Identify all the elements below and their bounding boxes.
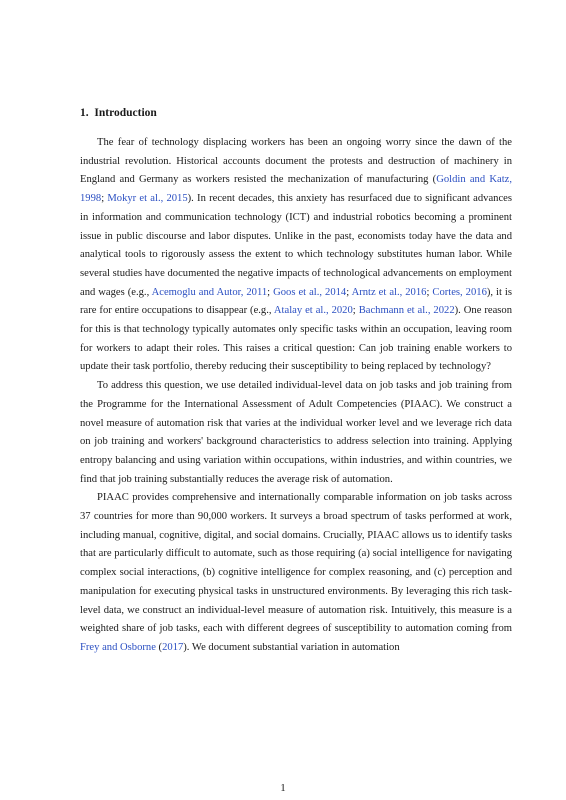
citation-link[interactable]: Goos et al., 2014 — [273, 286, 347, 298]
paragraph-text: ; — [352, 305, 359, 317]
paragraph — [80, 377, 512, 489]
paragraph-text: ; — [101, 193, 108, 205]
section-number: 1. — [80, 107, 89, 119]
paragraph — [80, 134, 512, 377]
citation-link[interactable]: Mokyr et al., 2015 — [107, 193, 188, 205]
paragraph-text: ( — [155, 641, 163, 653]
paragraph-text: To address this question, we use detailed individual-level data on job tasks and job training from the Programme for the International Assessment of Adult Competencies (PIAAC). We construct a novel measure of automation risk that varies at the individual worker level and we leverage rich data on job training and workers' background characteristics to address selection into training. Applying entropy balancing and using variation within occupations, within industries, and within countries, we find that job training substantially reduces the average risk of automation. — [80, 380, 512, 485]
citation-link[interactable]: 2017 — [162, 641, 184, 653]
citation-link[interactable]: Goldin and Katz, 1998 — [80, 174, 512, 205]
paragraph-text: ). In recent decades, this anxiety has resurfaced due to significant advances in information and communication technology (ICT) and industrial robotics becoming a prominent issue in public discourse and labor disputes. Unlike in the past, economists today have the data and analytical tools to rigorously assess the extent to which technology substitutes human labor. While several studies have documented the negative impacts of technological advancements on employment and wages (e.g., — [80, 193, 512, 298]
citation-link[interactable]: Frey and Osborne — [80, 641, 156, 653]
citation-link[interactable]: Bachmann et al., 2022 — [358, 305, 455, 317]
paragraph-text: ), it is rare for entire occupations to disappear (e.g., — [80, 286, 512, 317]
paragraph-text: PIAAC provides comprehensive and internationally comparable information on job tasks across 37 countries for more than 90,000 workers. It surveys a broad spectrum of tasks performed at work, including manual, cognitive, digital, and social domains. Crucially, PIAAC allows us to identify tasks that are particularly difficult to automate, such as those requiring (a) social intelligence for navigating complex social interactions, (b) cognitive intelligence for complex reasoning, and (c) perception and manipulation for executing physical tasks in unstructured environments. By leveraging this rich task-level data, we construct an individual-level measure of automation risk. Intuitively, this measure is a weighted share of job tasks, each with different degrees of susceptibility to automation coming from — [80, 492, 512, 635]
paragraph-text: ). We document substantial variation in automation — [183, 641, 400, 653]
citation-link[interactable]: Atalay et al., 2020 — [273, 305, 353, 317]
paragraph-text: The fear of technology displacing workers has been an ongoing worry since the dawn of the industrial revolution. Historical accounts document the protests and destruction of machinery in England and Germany as workers resisted the mechanization of manufacturing ( — [80, 137, 512, 186]
page-number: 1 — [280, 782, 286, 794]
section-title: Introduction — [94, 107, 157, 119]
section-heading — [80, 107, 157, 119]
paragraph-text: ; — [267, 286, 274, 298]
paragraph — [80, 489, 512, 657]
citation-link[interactable]: Cortes, 2016 — [432, 286, 487, 298]
citation-link[interactable]: Acemoglu and Autor, 2011 — [151, 286, 268, 298]
paragraph-text: ). One reason for this is that technology typically automates only specific tasks within an occupation, leaving room for workers to adapt their roles. This raises a critical question: Can job training enable workers to update their task portfolio, thereby reducing their susceptibility to being replaced by technology? — [80, 305, 512, 373]
body-text — [80, 134, 512, 658]
paragraph-text: ; — [346, 286, 352, 298]
citation-link[interactable]: Arntz et al., 2016 — [351, 286, 427, 298]
paragraph-text: ; — [426, 286, 433, 298]
